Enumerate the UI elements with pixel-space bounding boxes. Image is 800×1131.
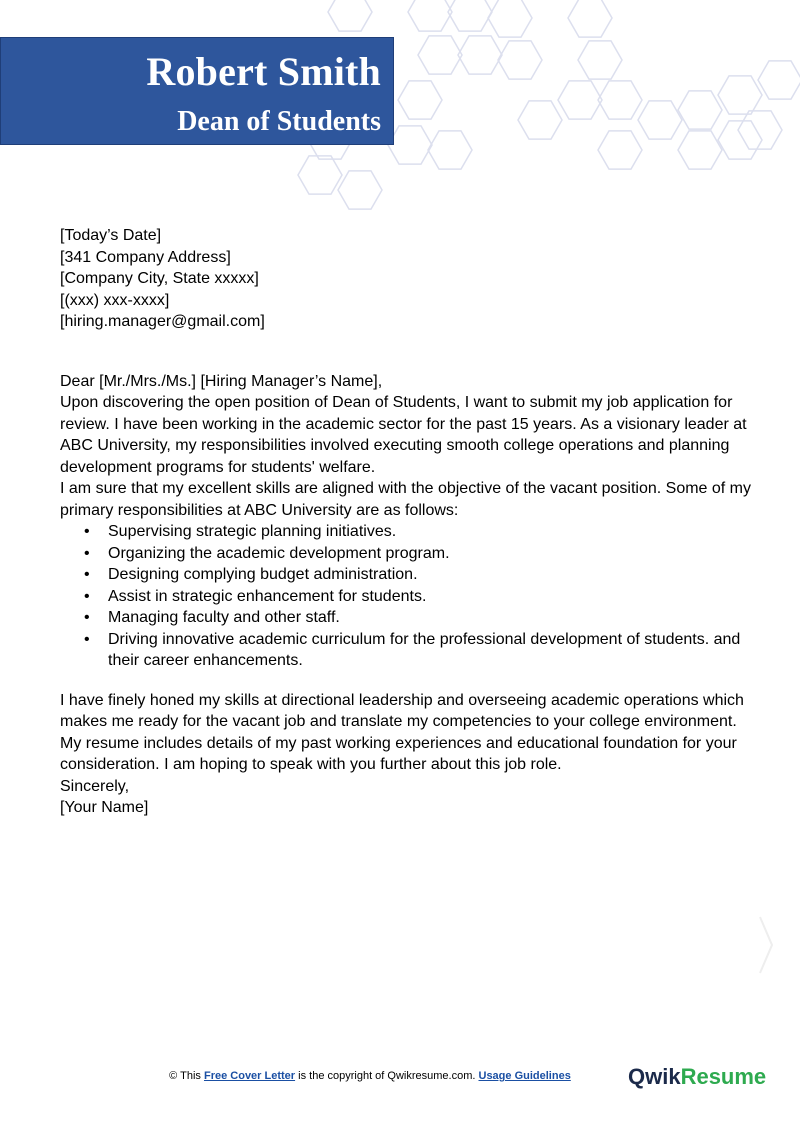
hexagon-shape — [678, 91, 722, 129]
hexagon-shape — [758, 61, 800, 99]
hexagon-shape — [518, 101, 562, 139]
logo-part-resume: Resume — [680, 1064, 767, 1089]
hexagon-shape — [408, 0, 452, 31]
hexagon-shape — [448, 0, 492, 31]
list-item — [60, 607, 760, 629]
responsibilities-list — [60, 521, 760, 672]
hexagon-shape — [338, 171, 382, 209]
hexagon-shape — [718, 76, 762, 114]
hexagon-shape — [578, 41, 622, 79]
hexagon-shape — [298, 156, 342, 194]
hexagon-shape — [458, 36, 502, 74]
hexagon-shape — [718, 121, 762, 159]
list-item-text: Driving innovative academic curriculum for the professional development of students. and their career enhancements. — [108, 630, 741, 669]
chevron-right-icon — [758, 915, 774, 975]
usage-guidelines-link[interactable]: Usage Guidelines — [478, 1070, 571, 1082]
bullet-icon: • — [84, 566, 90, 583]
paragraph-closing-pitch: I have finely honed my skills at directional leadership and overseeing academic operations which makes me ready for the vacant job and translate my competencies to your college environment. My resume includes details of my past working experiences and educational foundation for your consideration. I am hoping to speak with you further about this job role. — [60, 691, 744, 773]
logo-part-qwik: Qwik — [628, 1064, 681, 1089]
list-item — [60, 543, 760, 565]
hexagon-shape — [388, 126, 432, 164]
list-item-text: Managing faculty and other staff. — [108, 609, 340, 626]
header-banner — [0, 37, 394, 145]
list-item — [60, 521, 760, 543]
list-item-text: Organizing the academic development program. — [108, 544, 450, 562]
list-item-text: Designing complying budget administration. — [108, 566, 418, 583]
list-item — [60, 586, 760, 608]
hexagon-shape — [428, 131, 472, 169]
list-item-text: Assist in strategic enhancement for students. — [108, 587, 427, 605]
address-line: [hiring.manager@gmail.com] — [60, 313, 265, 330]
hexagon-shape — [598, 131, 642, 169]
hexagon-shape — [558, 81, 602, 119]
letter-date: [Today’s Date] — [60, 227, 162, 244]
hexagon-shape — [498, 41, 542, 79]
bullet-icon: • — [84, 630, 90, 648]
bullet-icon: • — [84, 609, 90, 626]
bullet-icon: • — [84, 523, 90, 540]
list-item — [60, 564, 760, 586]
bullet-icon: • — [84, 587, 90, 605]
list-item — [60, 629, 760, 672]
hexagon-shape — [738, 111, 782, 149]
paragraph-intro: Upon discovering the open position of Dean of Students, I want to submit my job application for review. I have been working in the academic sector for the past 15 years. As a visionary leader at ABC University, my responsibilities involved executing smooth college operations and planning development programs for students' welfare. — [60, 394, 747, 476]
bullet-icon: • — [84, 544, 90, 562]
address-line: [341 Company Address] — [60, 248, 231, 266]
hexagon-shape — [568, 0, 612, 37]
hexagon-shape — [328, 0, 372, 31]
applicant-name: Robert Smith — [146, 49, 381, 94]
hexagon-shape — [398, 81, 442, 119]
free-cover-letter-link[interactable]: Free Cover Letter — [203, 1070, 296, 1082]
address-line: [Company City, State xxxxx] — [60, 270, 259, 287]
salutation: Dear [Mr./Mrs./Ms.] [Hiring Manager’s Name], — [60, 372, 383, 390]
closing: Sincerely, — [60, 777, 130, 795]
hexagon-shape — [418, 36, 462, 74]
hexagon-shape — [638, 101, 682, 139]
qwikresume-logo[interactable] — [628, 1064, 766, 1090]
copyright-middle: is the copyright of Qwikresume.com. — [298, 1070, 476, 1082]
copyright-prefix: © This — [169, 1070, 201, 1082]
applicant-title: Dean of Students — [177, 106, 381, 137]
hexagon-shape — [598, 81, 642, 119]
hexagon-shape — [488, 0, 532, 37]
recipient-address — [60, 247, 760, 333]
paragraph-skills: I am sure that my excellent skills are aligned with the objective of the vacant position. Some of my primary responsibilities at ABC University are as follows: — [60, 480, 751, 519]
signature: [Your Name] — [60, 799, 149, 816]
address-line: [(xxx) xxx-xxxx] — [60, 291, 170, 309]
hexagon-shape — [678, 131, 722, 169]
letter-body — [60, 225, 760, 819]
list-item-text: Supervising strategic planning initiatives. — [108, 523, 397, 540]
